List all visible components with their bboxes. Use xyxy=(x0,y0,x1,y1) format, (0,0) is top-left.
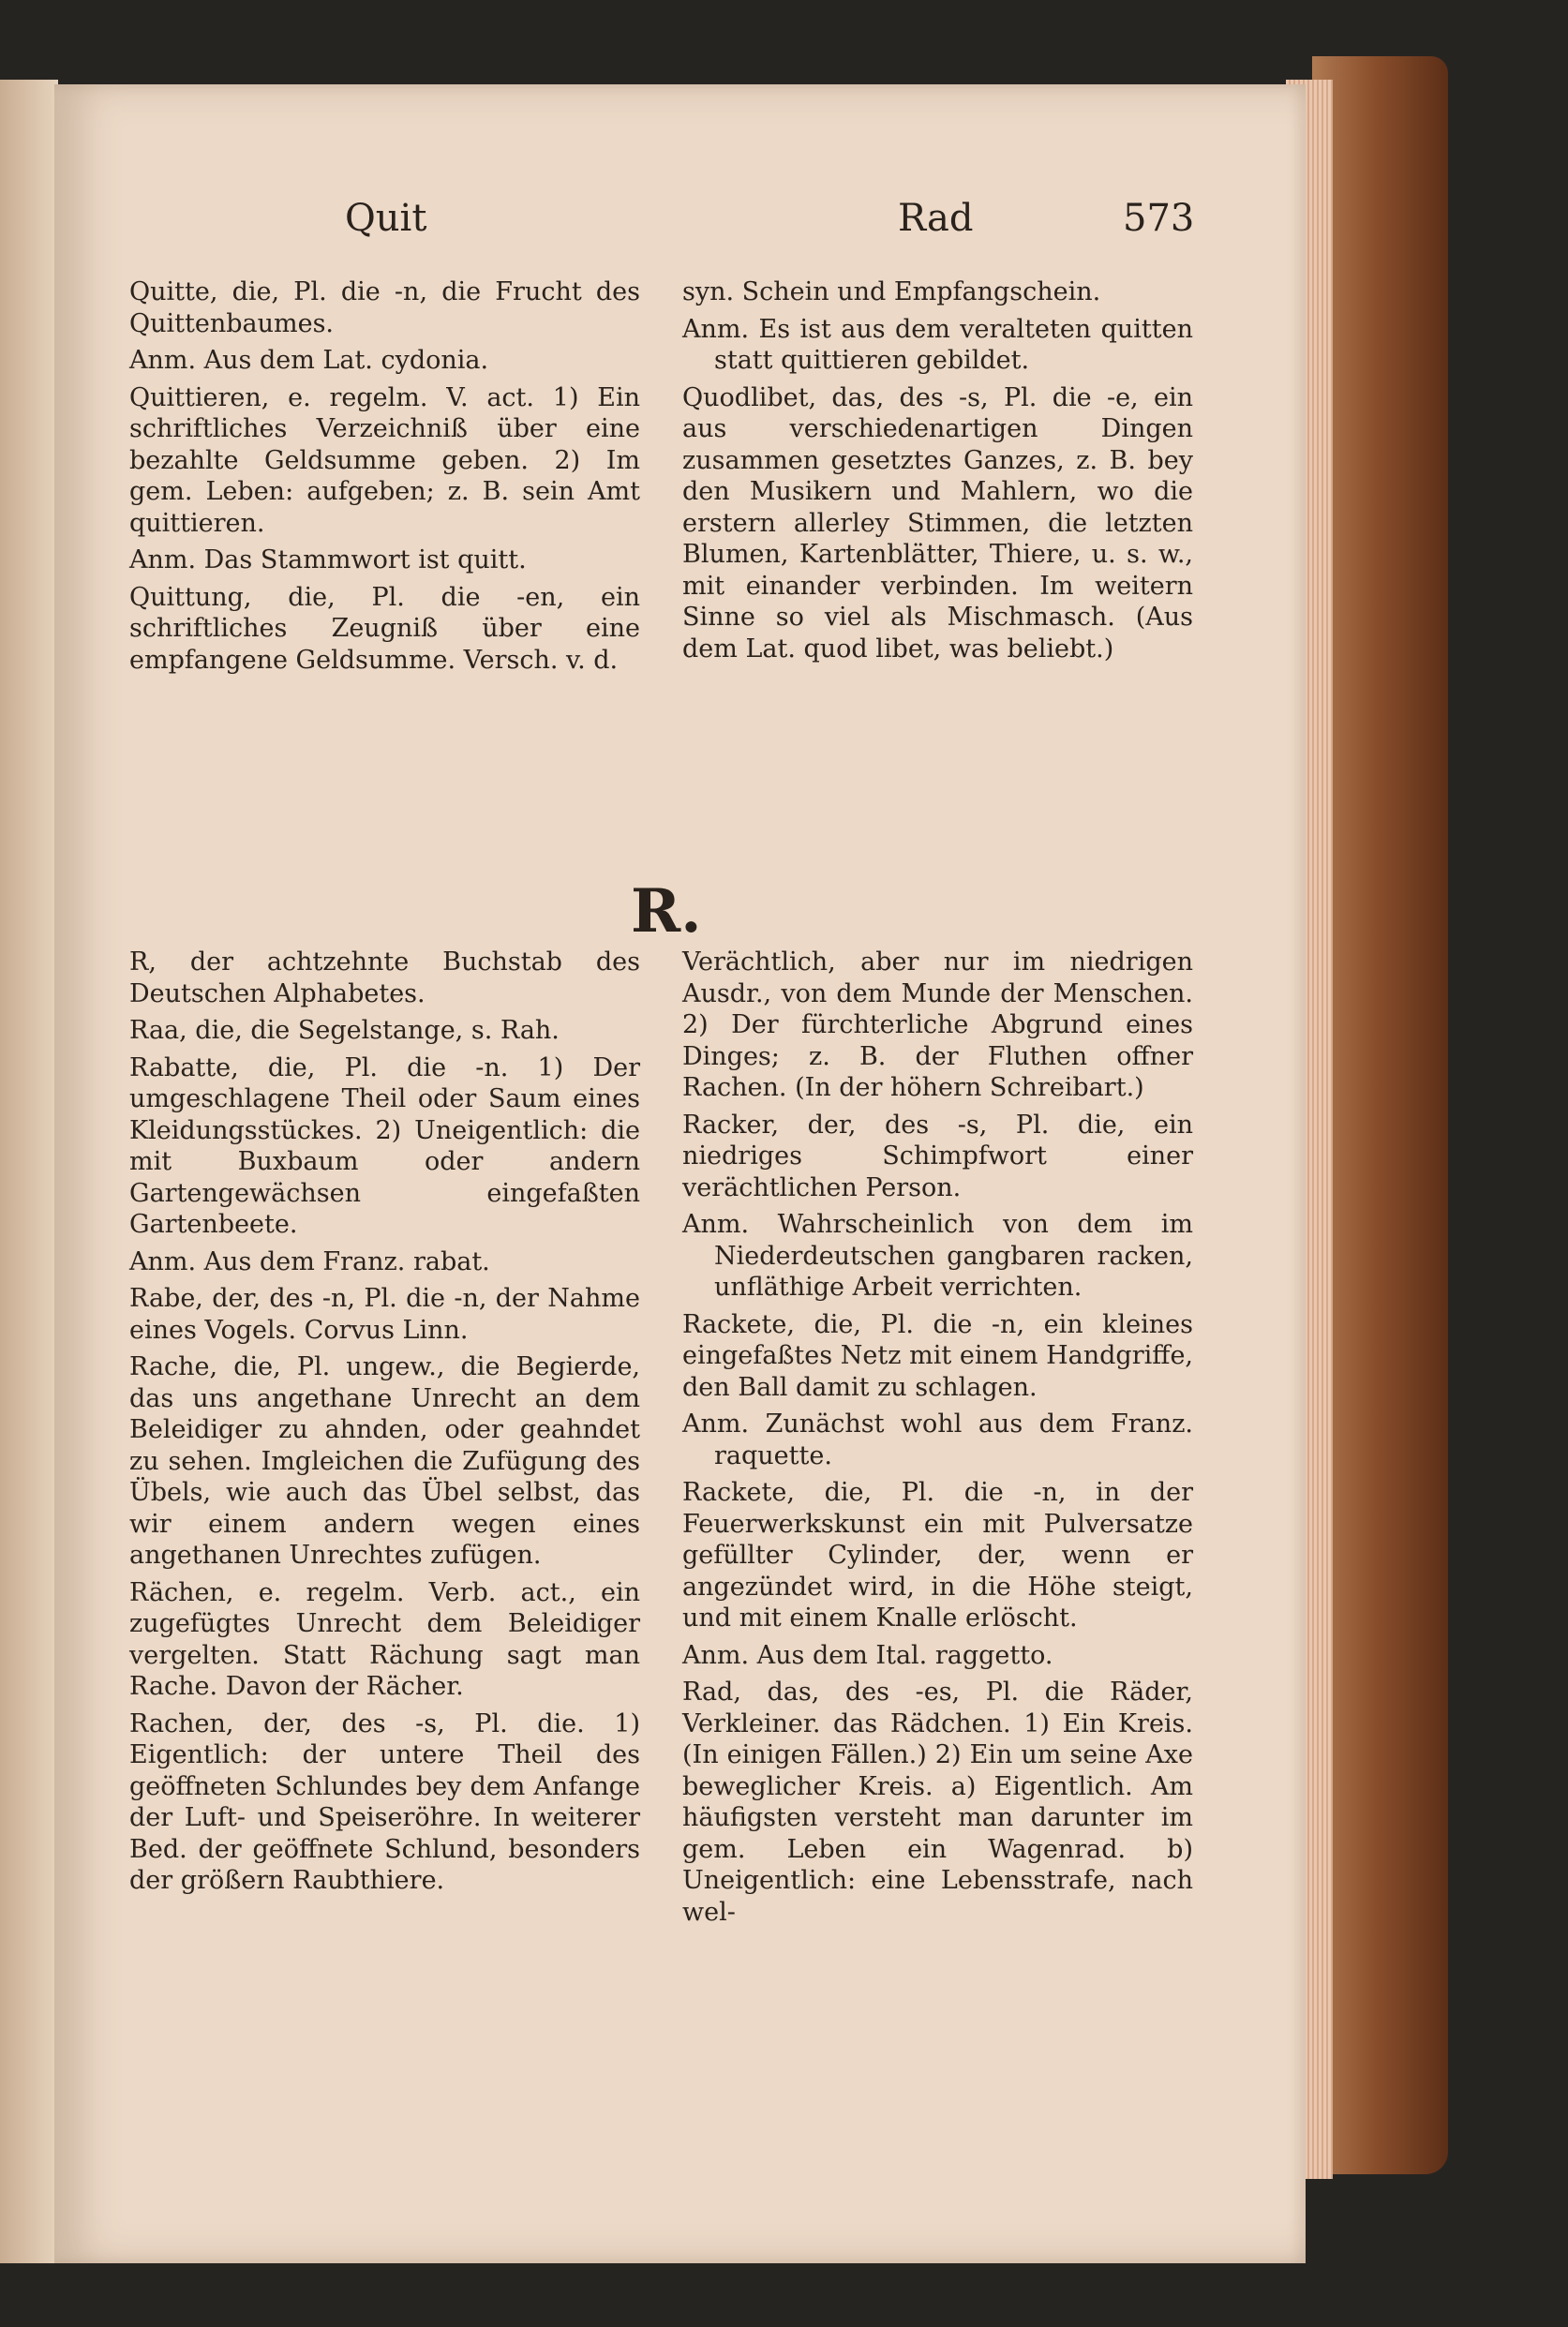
entry-racker: Racker, der, des -s, Pl. die, ein niedriges Schimpfwort einer verächtlichen Person. xyxy=(682,1110,1193,1202)
entry-raa: Raa, die, die Segelstange, s. Rah. xyxy=(129,1016,560,1045)
column-lower-right xyxy=(682,947,1193,1933)
column-upper-left xyxy=(129,276,640,681)
entry-rabatte: Rabatte, die, Pl. die -n. 1) Der umgeschlagene Theil oder Saum eines Kleidungsstückes. 2) Uneigentlich: die mit Buxbaum oder andern Gartengewächsen eingefaßten Gartenbeete. xyxy=(129,1052,640,1239)
entry-rad: Rad, das, des -es, Pl. die Räder, Verkleiner. das Rädchen. 1) Ein Kreis. (In einigen Fällen.) 2) Ein um seine Axe beweglicher Kreis. a) Eigentlich. Am häufigsten versteht man darunter im gem. Leben ein Wagenrad. b) Uneigentlich: eine Lebensstrafe, nach wel- xyxy=(682,1678,1193,1927)
page-header xyxy=(54,197,1306,253)
entry-quittung-cont: syn. Schein und Empfangschein. xyxy=(682,277,1101,306)
entry-rackete-1: Rackete, die, Pl. die -n, ein kleines eingefaßtes Netz mit einem Handgriffe, den Ball damit zu schlagen. xyxy=(682,1309,1193,1402)
entry-quittung: Quittung, die, Pl. die -en, ein schriftliches Zeugniß über eine empfangene Geldsumme. Versch. v. d. xyxy=(129,582,640,675)
note-rabatte: Anm. Aus dem Franz. rabat. xyxy=(129,1246,490,1276)
entry-quitte: Quitte, die, Pl. die -n, die Frucht des Quittenbaumes. xyxy=(129,277,640,338)
entry-rabe: Rabe, der, des -n, Pl. die -n, der Nahme eines Vogels. Corvus Linn. xyxy=(129,1284,640,1345)
note-quittieren: Anm. Das Stammwort ist quitt. xyxy=(129,545,527,574)
book-page xyxy=(54,84,1306,2263)
entry-rackete-2: Rackete, die, Pl. die -n, in der Feuerwerkskunst ein mit Pulversatze gefüllter Cylinder, der, wenn er angezündet wird, in die Höhe steigt, und mit einem Knalle erlöscht. xyxy=(682,1478,1193,1633)
column-upper-right xyxy=(682,276,1193,670)
note-racker: Anm. Wahrscheinlich von dem im Niederdeutschen gangbaren racken, unfläthige Arbeit verrichten. xyxy=(682,1210,1193,1302)
note-quittung: Anm. Es ist aus dem veralteten quitten statt quittieren gebildet. xyxy=(682,314,1193,375)
left-page-edge xyxy=(0,80,58,2263)
page-number: 573 xyxy=(1123,197,1195,240)
note-rackete-2: Anm. Aus dem Ital. raggetto. xyxy=(682,1640,1053,1670)
left-headword: Quit xyxy=(345,197,427,240)
entry-rachen-cont: Verächtlich, aber nur im niedrigen Ausdr., von dem Munde der Menschen. 2) Der fürchterliche Abgrund eines Dinges; z. B. der Fluthen offner Rachen. (In der höhern Schreibart.) xyxy=(682,947,1193,1102)
note-rackete-1: Anm. Zunächst wohl aus dem Franz. raquette. xyxy=(682,1410,1193,1470)
section-letter: R. xyxy=(631,876,702,947)
column-lower-left xyxy=(129,947,640,1902)
entry-r: R, der achtzehnte Buchstab des Deutschen Alphabetes. xyxy=(129,947,640,1008)
entry-rache: Rache, die, Pl. ungew., die Begierde, das uns angethane Unrecht an dem Beleidiger zu ahnden, oder geahndet zu sehen. Imgleichen die Zufügung des Übels, wie auch das Übel selbst, das wir einem andern wegen eines angethanen Unrechtes zufügen. xyxy=(129,1352,640,1570)
right-headword: Rad xyxy=(898,197,974,240)
entry-quodlibet: Quodlibet, das, des -s, Pl. die -e, ein aus verschiedenartigen Dingen zusammen gesetztes Ganzes, z. B. bey den Musikern und Mahlern, wo die erstern allerley Stimmen, die letzten Blumen, Kartenblätter, Thiere, u. s. w., mit einander verbinden. Im weitern Sinne so viel als Mischmasch. (Aus dem Lat. quod libet, was beliebt.) xyxy=(682,382,1193,664)
entry-rachen: Rachen, der, des -s, Pl. die. 1) Eigentlich: der untere Theil des geöffneten Schlundes bey dem Anfange der Luft- und Speiseröhre. In weiterer Bed. der geöffnete Schlund, besonders der größern Raubthiere. xyxy=(129,1708,640,1895)
entry-quittieren: Quittieren, e. regelm. V. act. 1) Ein schriftliches Verzeichniß über eine bezahlte Geldsumme geben. 2) Im gem. Leben: aufgeben; z. B. sein Amt quittieren. xyxy=(129,382,640,538)
note-quitte: Anm. Aus dem Lat. cydonia. xyxy=(129,346,489,375)
entry-raechen: Rächen, e. regelm. Verb. act., ein zugefügtes Unrecht dem Beleidiger vergelten. Statt Rächung sagt man Rache. Davon der Rächer. xyxy=(129,1577,640,1701)
